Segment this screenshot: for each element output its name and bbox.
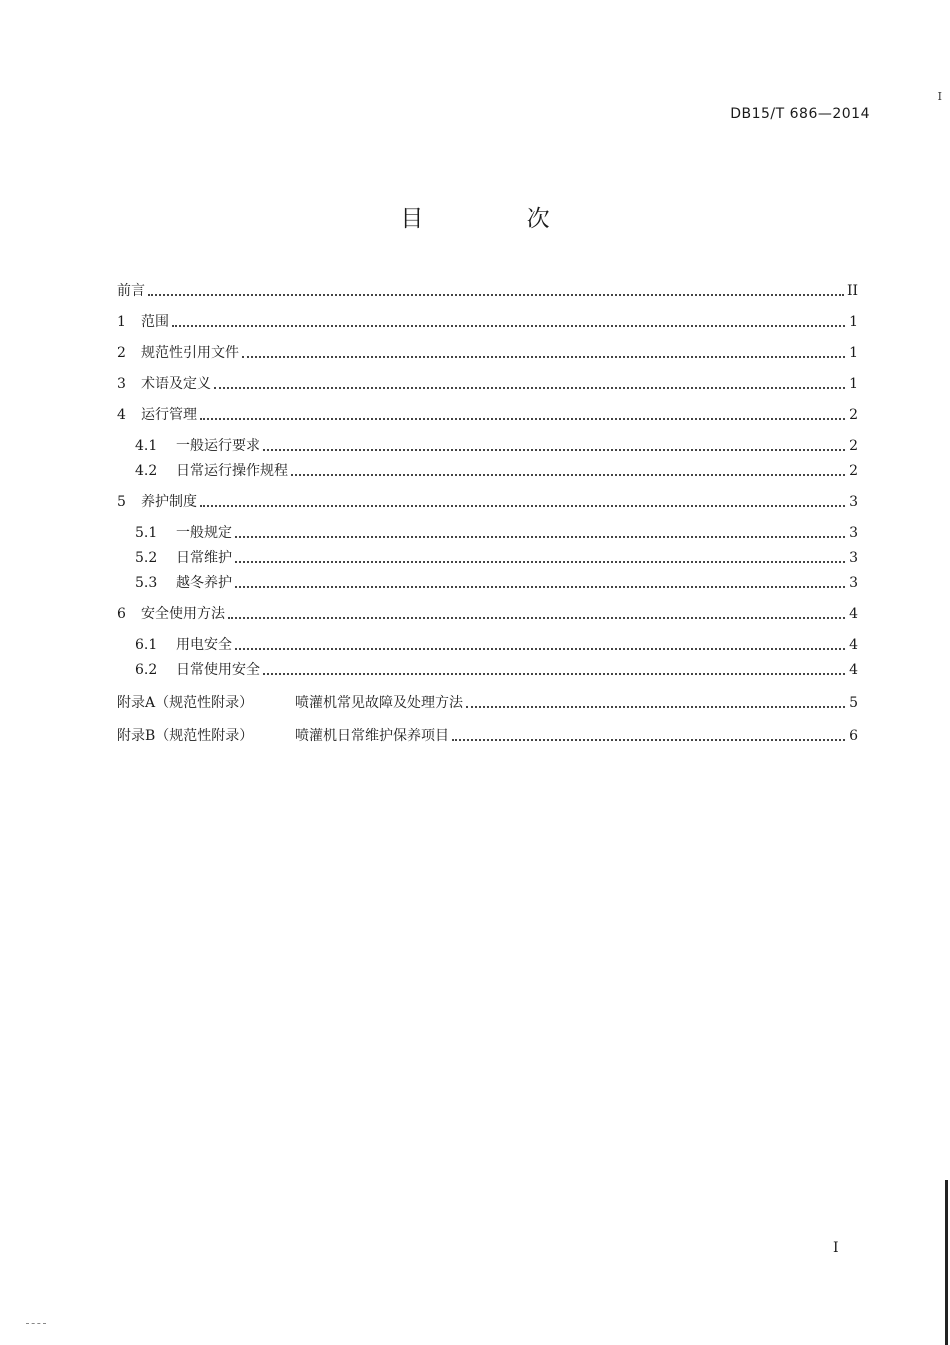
toc-entry-number: 5 xyxy=(117,494,126,510)
toc-entry-page: 4 xyxy=(849,662,858,678)
toc-entry-text: 日常使用安全 xyxy=(176,662,260,678)
toc-entry-number: 5.3 xyxy=(135,575,158,591)
toc-entry-page: 2 xyxy=(849,407,858,423)
dot-leader xyxy=(235,536,845,538)
dot-leader xyxy=(235,586,845,588)
dot-leader xyxy=(200,505,845,507)
scan-mark xyxy=(26,1323,46,1324)
page-number: I xyxy=(833,1240,839,1256)
toc-entry-page: 4 xyxy=(849,637,858,653)
toc-entry-1[interactable] xyxy=(117,312,858,332)
toc-entry-number: 4.1 xyxy=(135,438,158,454)
toc-entry-page: 3 xyxy=(849,550,858,566)
toc-entry-text: 越冬养护 xyxy=(176,575,232,591)
toc-entry-text: 运行管理 xyxy=(141,407,197,423)
toc-entry-number: 6.2 xyxy=(135,662,158,678)
toc-entry-number: 3 xyxy=(117,376,126,392)
toc-entry-text: 喷灌机日常维护保养项目 xyxy=(295,728,449,744)
toc-entry-text: 安全使用方法 xyxy=(141,606,225,622)
toc-entry-5-3[interactable] xyxy=(135,573,858,593)
dot-leader xyxy=(200,418,845,420)
toc-entry-3[interactable] xyxy=(117,374,858,394)
toc-entry-page: 2 xyxy=(849,438,858,454)
toc-entry-number: 6.1 xyxy=(135,637,158,653)
toc-entry-5[interactable] xyxy=(117,492,858,512)
toc-entry-number: 5.1 xyxy=(135,525,158,541)
toc-entry-number: 2 xyxy=(117,345,126,361)
toc-entry-number: 1 xyxy=(117,314,126,330)
toc-entry-number: 4.2 xyxy=(135,463,158,479)
document-code: DB15/T 686—2014 xyxy=(730,106,870,122)
toc-entry-page: 2 xyxy=(849,463,858,479)
toc-entry-text: 日常维护 xyxy=(176,550,232,566)
toc-entry-6[interactable] xyxy=(117,604,858,624)
toc-entry-2[interactable] xyxy=(117,343,858,363)
toc-entry-5-1[interactable] xyxy=(135,523,858,543)
toc-entry-text: 术语及定义 xyxy=(141,376,211,392)
dot-leader xyxy=(148,294,844,296)
dot-leader xyxy=(263,673,845,675)
dot-leader xyxy=(228,617,845,619)
toc-entry-6-1[interactable] xyxy=(135,635,858,655)
toc-entry-4-1[interactable] xyxy=(135,436,858,456)
toc-entry-page: 1 xyxy=(849,314,858,330)
toc-appendix-label: 附录B（规范性附录） xyxy=(117,728,254,744)
toc-entry-text: 日常运行操作规程 xyxy=(176,463,288,479)
toc-entry-number: 5.2 xyxy=(135,550,158,566)
toc-entry-page: 3 xyxy=(849,575,858,591)
toc-entry-page: 4 xyxy=(849,606,858,622)
toc-entry-text: 范围 xyxy=(141,314,169,330)
scan-edge-line xyxy=(945,1180,948,1345)
toc-entry-6-2[interactable] xyxy=(135,660,858,680)
toc-entry-foreword[interactable] xyxy=(117,281,858,301)
toc-entry-page: 1 xyxy=(849,376,858,392)
toc-entry-appendix-a[interactable] xyxy=(117,693,858,713)
toc-appendix-label: 附录A（规范性附录） xyxy=(117,695,254,711)
toc-entry-4[interactable] xyxy=(117,405,858,425)
dot-leader xyxy=(263,449,845,451)
toc-entry-text: 养护制度 xyxy=(141,494,197,510)
toc-entry-text: 规范性引用文件 xyxy=(141,345,239,361)
toc-entry-text: 前言 xyxy=(117,283,145,299)
toc-entry-text: 一般规定 xyxy=(176,525,232,541)
dot-leader xyxy=(452,739,845,741)
dot-leader xyxy=(172,325,845,327)
toc-entry-page: 1 xyxy=(849,345,858,361)
page-title: 目 次 xyxy=(400,206,598,232)
toc-entry-page: 6 xyxy=(849,728,858,744)
corner-mark: I xyxy=(937,90,942,103)
toc-entry-number: 6 xyxy=(117,606,126,622)
toc-entry-appendix-b[interactable] xyxy=(117,726,858,746)
dot-leader xyxy=(235,648,845,650)
dot-leader xyxy=(291,474,845,476)
toc-entry-5-2[interactable] xyxy=(135,548,858,568)
toc-entry-number: 4 xyxy=(117,407,126,423)
dot-leader xyxy=(242,356,845,358)
toc-entry-page: 3 xyxy=(849,494,858,510)
dot-leader xyxy=(235,561,845,563)
toc-entry-page: 3 xyxy=(849,525,858,541)
dot-leader xyxy=(214,387,845,389)
toc-entry-4-2[interactable] xyxy=(135,461,858,481)
toc-entry-page: II xyxy=(846,283,858,299)
toc-entry-text: 一般运行要求 xyxy=(176,438,260,454)
dot-leader xyxy=(466,706,845,708)
toc-entry-text: 喷灌机常见故障及处理方法 xyxy=(295,695,463,711)
toc-entry-page: 5 xyxy=(849,695,858,711)
toc-entry-text: 用电安全 xyxy=(176,637,232,653)
